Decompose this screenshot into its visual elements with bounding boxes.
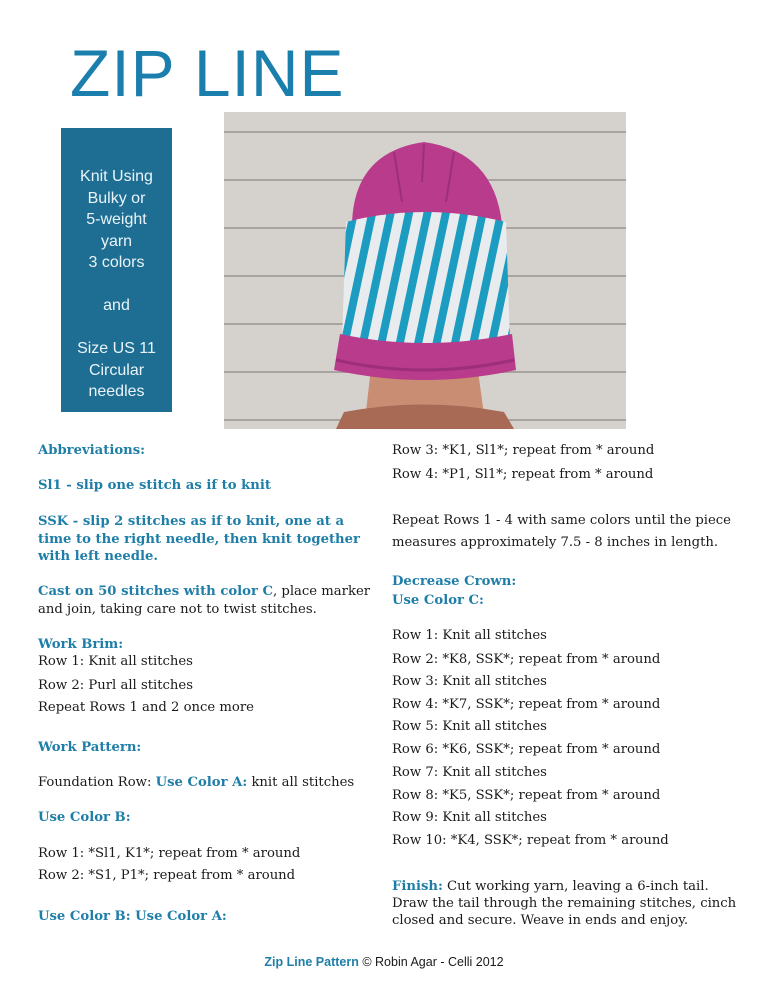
use-color-c: Use Color C: (392, 593, 484, 608)
color-b-heading: Use Color B: (38, 810, 131, 825)
materials-line: yarn (100, 232, 133, 250)
footer (0, 955, 768, 969)
finish-text: Cut working yarn, leaving a 6-inch tail. Draw the tail through the remaining stitches, cinch closed and secure. Weave in ends and enjoy. (392, 879, 737, 928)
materials-box (61, 128, 172, 412)
finish-instruction (392, 878, 737, 929)
decrease-heading: Decrease Crown: (392, 574, 517, 589)
crown-row: Row 1: Knit all stitches (392, 628, 547, 643)
pattern-row: Row 3: *K1, Sl1*; repeat from * around (392, 443, 655, 458)
foundation-action: knit all stitches (247, 775, 355, 790)
foundation-color: Use Color A: (155, 775, 248, 790)
crown-row: Row 4: *K7, SSK*; repeat from * around (392, 697, 661, 712)
materials-line: needles (88, 383, 145, 400)
sl1-definition: Sl1 - slip one stitch as if to knit (38, 478, 271, 493)
crown-row: Row 5: Knit all stitches (392, 719, 547, 734)
repeat-instruction: measures approximately 7.5 - 8 inches in length. (392, 535, 719, 550)
abbreviations-heading: Abbreviations: (38, 443, 146, 458)
hat-photo (224, 112, 626, 429)
brim-row: Row 2: Purl all stitches (38, 678, 193, 693)
materials-line: 5-weight (86, 211, 147, 228)
foundation-row (38, 774, 354, 791)
brim-heading: Work Brim: (38, 637, 124, 652)
materials-line: Knit Using (80, 168, 153, 185)
crown-row: Row 7: Knit all stitches (392, 765, 547, 780)
brim-row: Row 1: Knit all stitches (38, 654, 193, 669)
finish-label: Finish: (392, 879, 443, 894)
materials-line: and (103, 297, 130, 314)
materials-line: Size US 11 (77, 340, 156, 357)
footer-pattern-name: Zip Line Pattern (264, 955, 359, 969)
pattern-heading: Work Pattern: (38, 740, 142, 755)
ssk-definition: SSK - slip 2 stitches as if to knit, one at a time to the right needle, then knit together with left needle. (38, 514, 360, 564)
crown-row: Row 8: *K5, SSK*; repeat from * around (392, 788, 661, 803)
color-ba-heading: Use Color B: Use Color A: (38, 909, 227, 924)
crown-row: Row 10: *K4, SSK*; repeat from * around (392, 833, 669, 848)
pattern-row: Row 2: *S1, P1*; repeat from * around (38, 868, 296, 883)
foundation-label: Foundation Row: (38, 775, 156, 790)
materials-line: Bulky or (87, 189, 146, 207)
repeat-instruction: Repeat Rows 1 - 4 with same colors until the piece (392, 513, 731, 528)
materials-line: 3 colors (88, 254, 145, 271)
crown-row: Row 6: *K6, SSK*; repeat from * around (392, 742, 661, 757)
cast-on-instruction (38, 583, 373, 618)
cast-on-highlight: Cast on 50 stitches with color C (38, 584, 274, 599)
crown-row: Row 3: Knit all stitches (392, 674, 547, 689)
crown-row: Row 9: Knit all stitches (392, 810, 547, 825)
page-title: ZIP LINE (70, 36, 345, 110)
pattern-row: Row 4: *P1, Sl1*; repeat from * around (392, 467, 654, 482)
cast-on-rest: , place marker and join, taking care not to twist stitches. (38, 584, 371, 617)
footer-copyright: © Robin Agar - Celli 2012 (358, 955, 504, 969)
crown-row: Row 2: *K8, SSK*; repeat from * around (392, 652, 661, 667)
brim-repeat: Repeat Rows 1 and 2 once more (38, 700, 254, 715)
materials-line: Circular (88, 361, 145, 379)
pattern-row: Row 1: *Sl1, K1*; repeat from * around (38, 846, 301, 861)
